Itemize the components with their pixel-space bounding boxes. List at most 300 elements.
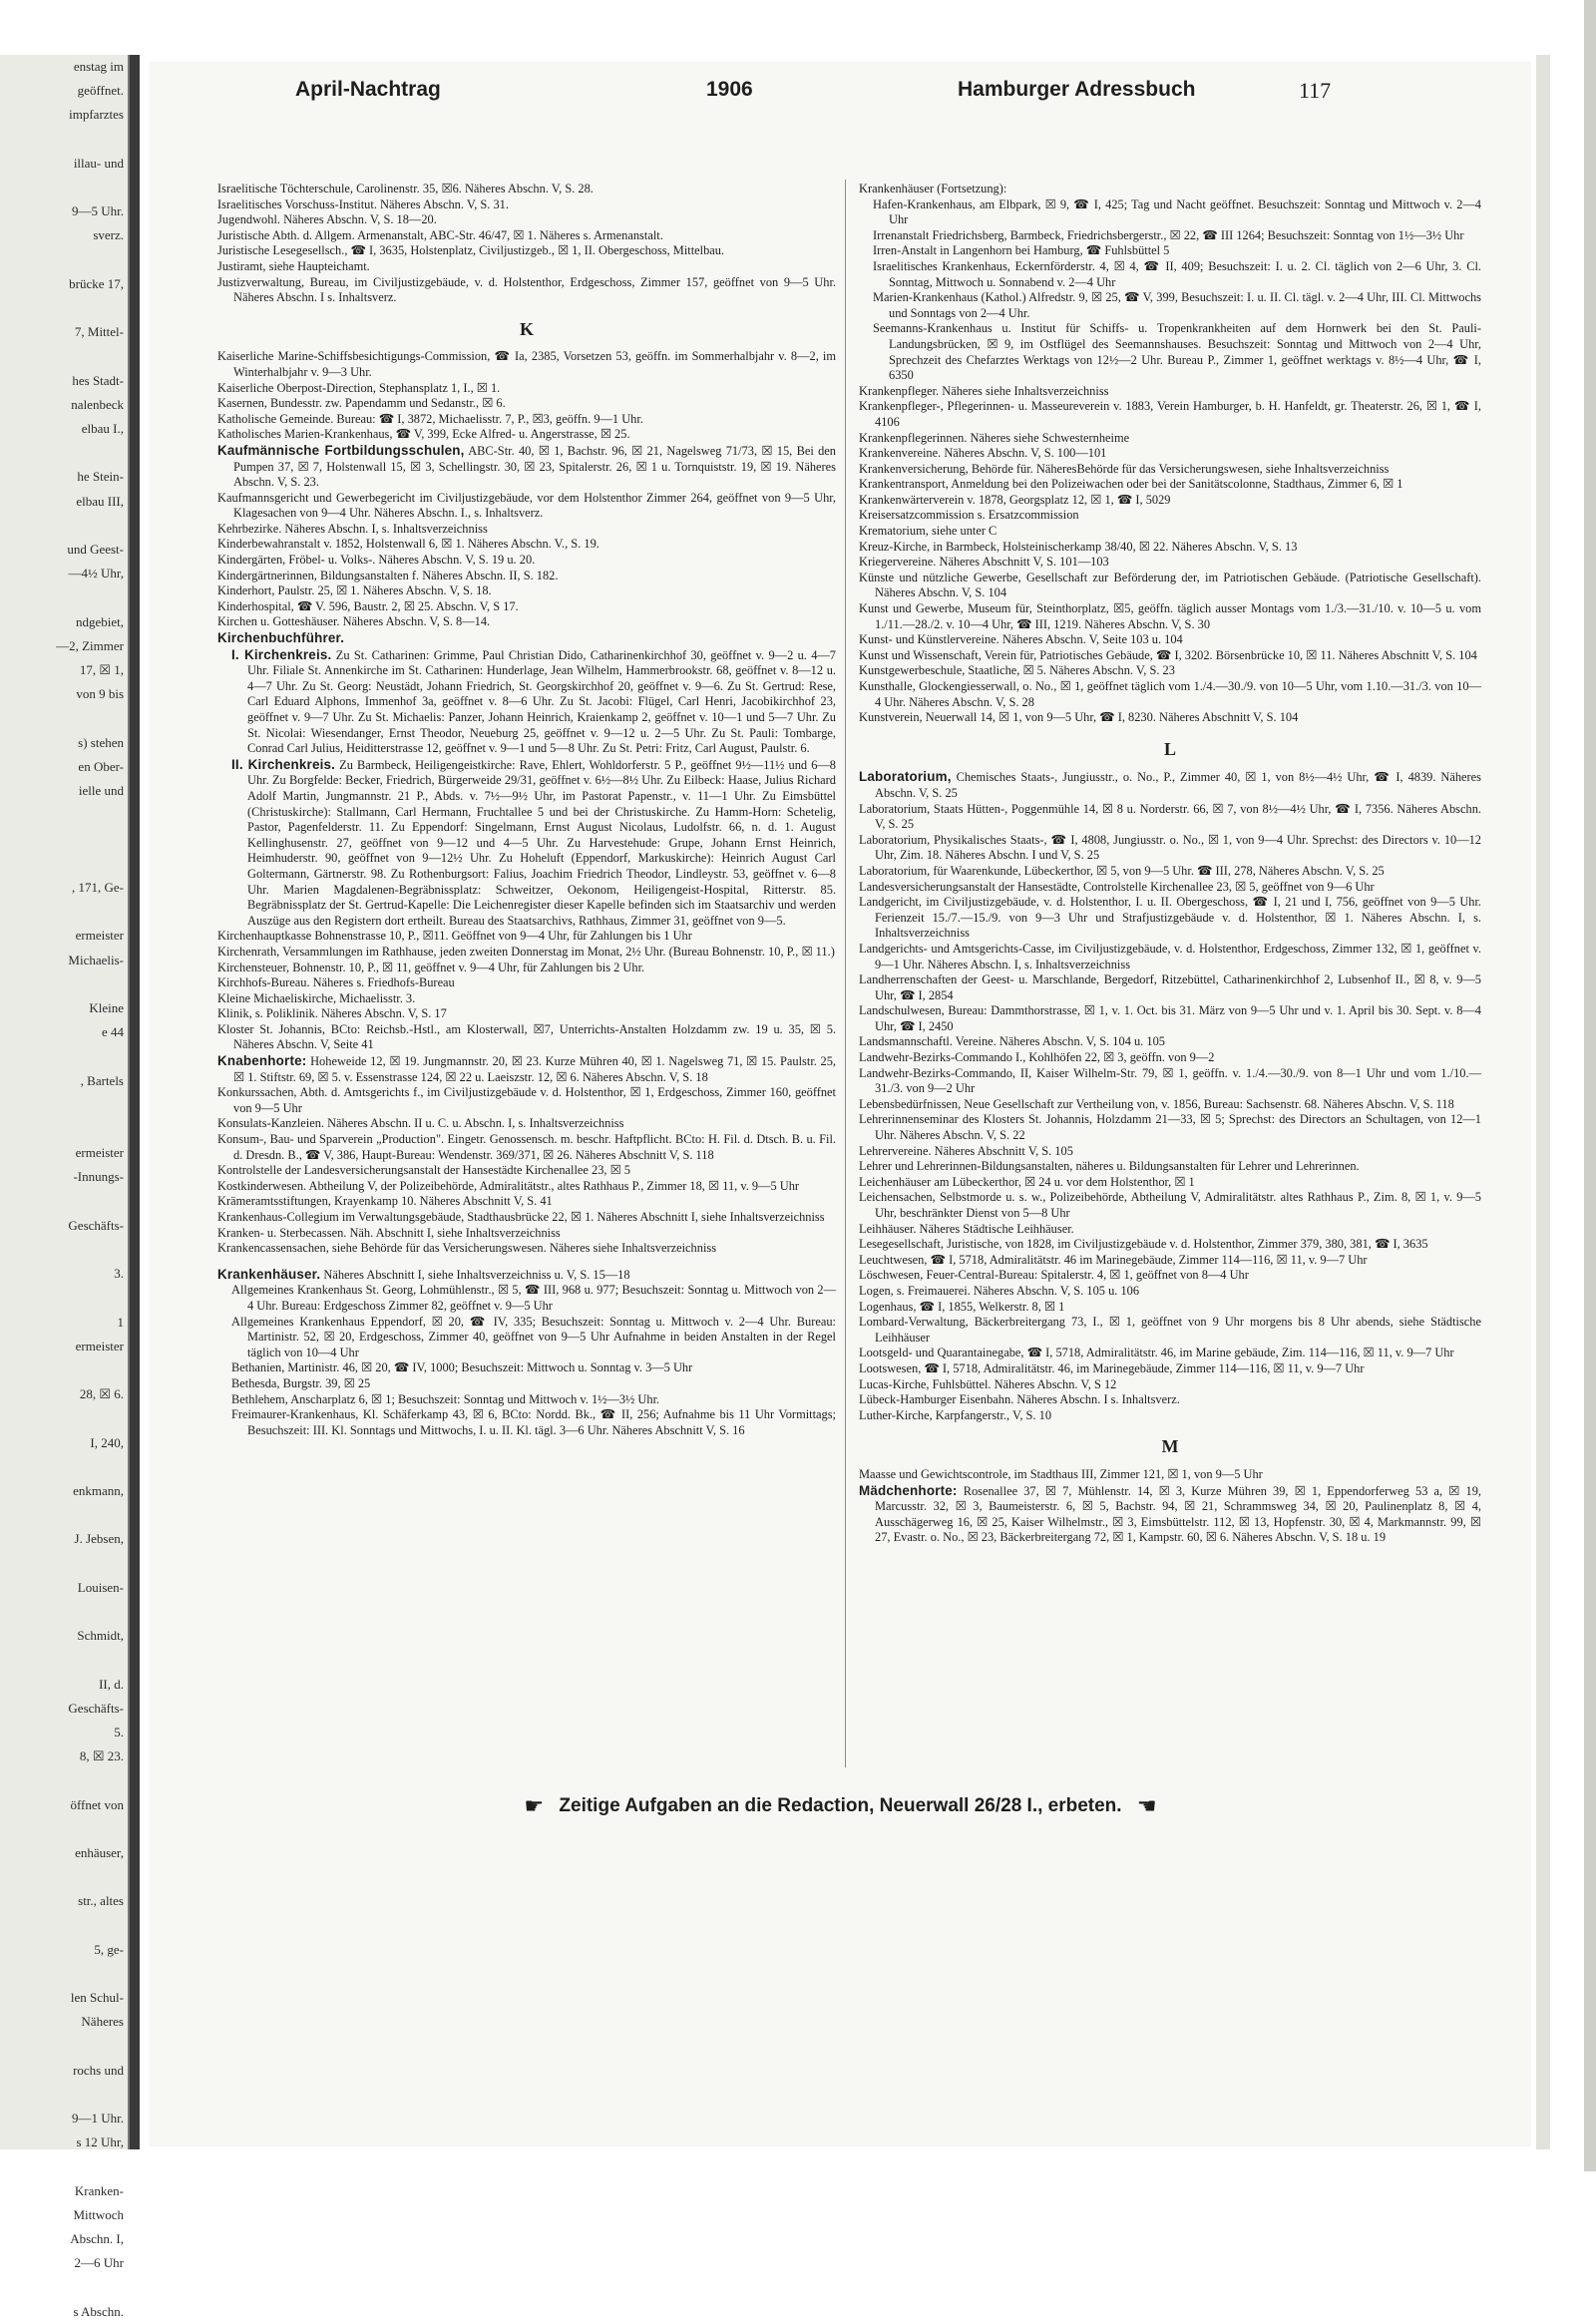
book-gutter <box>130 55 140 2149</box>
directory-entry <box>859 1483 1481 1546</box>
entry-text: Jugendwohl. Näheres Abschn. V, S. 18—20. <box>217 212 437 227</box>
entry-text: Kirchensteuer, Bohnenstr. 10, P., ☒ 11, geöffnet v. 9—4 Uhr, für Zahlungen bis 2 Uhr. <box>217 960 645 974</box>
previous-page-fragment <box>0 128 128 152</box>
previous-page-fragment <box>0 248 128 272</box>
previous-page-fragment <box>0 514 128 538</box>
entry-text: Krankencassensachen, siehe Behörde für das Versicherungswesen. Näheres siehe Inhaltsverzeichniss <box>217 1241 717 1256</box>
directory-entry <box>859 864 1481 880</box>
directory-entry <box>859 1066 1481 1097</box>
entry-text: Leichensachen, Selbstmorde u. s. w., Polizeibehörde, Abtheilung V, Admiralitätstr. altes Rathhaus P., Zim. 8, ☒ 1, v. 9—5 Uhr, beschränkter Dienst von 5—8 Uhr <box>859 1190 1481 1220</box>
entry-text: Krankenvereine. Näheres Abschn. V, S. 100—101 <box>859 446 1107 461</box>
entry-text: Freimaurer-Krankenhaus, Kl. Schäferkamp 43, ☒ 6, BCto: Nordd. Bk., ☎ II, 256; Aufnahme bis 11 Uhr Vormittags; Besuchszeit: III. Kl. Sonntags und Mittwochs, I. u. II. Kl. tägl. 3—6 Uhr. Näheres Abschnitt V, S. 16 <box>231 1407 836 1437</box>
directory-entry <box>859 1034 1481 1050</box>
scan-right-edge <box>1584 0 1596 2171</box>
entry-spacer <box>217 1257 836 1267</box>
directory-entry <box>859 384 1481 400</box>
directory-entry <box>217 1241 836 1257</box>
directory-entry <box>217 1210 836 1226</box>
directory-entry <box>859 493 1481 509</box>
entry-text: Justizverwaltung, Bureau, im Civiljustizgebäude, v. d. Holstenthor, Erdgeschoss, Zimmer 157, geöffnet von 9—5 Uhr. Näheres Abschn. I s. Inhaltsverz. <box>217 274 836 305</box>
previous-page-fragment <box>0 344 128 368</box>
entry-text: Bethesda, Burgstr. 39, ☒ 25 <box>231 1375 371 1390</box>
directory-entry <box>217 929 836 945</box>
previous-page-fragment: len Schul- <box>70 1990 124 2006</box>
entry-text: Krämeramtsstiftungen, Krayenkamp 10. Näheres Abschnitt V, S. 41 <box>217 1194 553 1209</box>
previous-page-fragment <box>0 900 128 924</box>
previous-page-fragment: rochs und <box>73 2062 124 2078</box>
entry-text: Kaiserliche Oberpost-Direction, Stephansplatz 1, I., ☒ 1. <box>217 380 501 395</box>
entry-text: Zu St. Catharinen: Grimme, Paul Christian Dido, Catharinenkirchhof 30, geöffnet v. 9—2 u. 4—7 Uhr. Filiale St. Annenkirche im St. Catharinen: Hunderlage, Jean Wilhelm, Hammerbrookstr. 68, geöffnet v. 8—12 u. 4—7 Uhr. Zu St. Georg: Neustädt, Johann Friedrich, St. Georgskirchhof 20, geöffnet v. 9—6. Zu St. Gertrud: Rese, Carl Eduard Alphons, Immenhof 3a, geöffnet v. 8—6 Uhr. Zu St. Jacobi: Flügel, Carl Henri, Jacobikirchhof 23, geöffnet v. 9—7 Uhr. Zu St. Michaelis: Panzer, Johann Heinrich, Kraienkamp 2, geöffnet v. 10—1 und 5—7 Uhr. Zu St. Nicolai: Wiesendanger, Ernst Theodor, Neueburg 25, geöffnet v. 9—12 u. 2—5 Uhr. Zu St. Pauli: Tombarge, Conrad Carl Julius, Heiditterstrasse 12, geöffnet v. 9—1 und 5—8 Uhr. Zu St. Petri: Fritz, Carl August, Paulstr. 6. <box>247 647 836 756</box>
previous-page-fragment: und Geest- <box>67 542 124 558</box>
previous-page-fragment: 28, ☒ 6. <box>79 1386 124 1402</box>
directory-entry <box>217 599 836 615</box>
previous-page-fragment: en Ober- <box>78 758 124 774</box>
directory-entry <box>217 349 836 380</box>
directory-entry <box>217 427 836 443</box>
previous-page-fragment <box>0 176 128 199</box>
directory-entry <box>859 1050 1481 1066</box>
previous-page-fragment: elbau III, <box>76 493 124 509</box>
entry-text: Seemanns-Krankenhaus u. Institut für Schiffs- u. Tropenkrankheiten auf dem Hornwerk bei den St. Pauli-Landungsbrücken, ☒ 9, im Ostflügel des Seemannshauses. Besuchszeit: Sonntag und Mittwoch von 2—4 Uhr, Sprechzeit des Chefarztes Werktags von 12½—2 Uhr. Bureau P., Zimmer 1, geöffnet werktags v. 8½—4 Uhr, ☎ I, 6350 <box>873 321 1481 383</box>
directory-entry <box>859 802 1481 833</box>
entry-text: Lootswesen, ☎ I, 5718, Admiralitätstr. 46, im Marinegebäude, Zimmer 114—116, ☒ 11, v. 9—7 Uhr <box>859 1360 1365 1375</box>
directory-entry <box>859 1222 1481 1238</box>
entry-text: Kirchhofs-Bureau. Näheres s. Friedhofs-Bureau <box>217 975 455 990</box>
entry-heading: Kirchenbuchführer. <box>217 630 345 646</box>
directory-entry <box>859 555 1481 571</box>
entry-text: Juristische Abth. d. Allgem. Armenanstalt, ABC-Str. 46/47, ☒ 1. Näheres s. Armenanstalt. <box>217 227 663 242</box>
entry-text: Kunst und Wissenschaft, Verein für, Patriotisches Gebäude, ☎ I, 3202. Börsenbrücke 10, ☒ 11. Näheres Abschnitt V, S. 104 <box>859 647 1477 662</box>
directory-entry <box>217 1226 836 1242</box>
directory-entry <box>217 1315 836 1361</box>
directory-entry <box>859 477 1481 493</box>
previous-page-fragment: impfarztes <box>69 107 124 123</box>
directory-entry <box>859 1467 1481 1483</box>
entry-text: Kontrolstelle der Landesversicherungsanstalt der Hansestädte Kirchenallee 23, ☒ 5 <box>217 1163 631 1178</box>
directory-entry <box>859 1253 1481 1269</box>
footer-notice <box>150 1793 1531 1823</box>
entry-text: Konsulats-Kanzleien. Näheres Abschn. II u. C. u. Abschn. I, s. Inhaltsverzeichniss <box>217 1116 624 1131</box>
directory-entry <box>859 1392 1481 1408</box>
directory-entry <box>217 945 836 961</box>
previous-page-fragment: öffnet von <box>70 1796 124 1812</box>
directory-entry <box>217 569 836 584</box>
entry-text: Löschwesen, Feuer-Central-Bureau: Spitalerstr. 4, ☒ 1, geöffnet von 8—4 Uhr <box>859 1268 1249 1283</box>
column-divider <box>845 180 846 1767</box>
previous-page-fragment: Geschäfts- <box>68 1217 124 1233</box>
entry-text: Justiramt, siehe Haupteichamt. <box>217 258 370 273</box>
previous-page-fragment: —4½ Uhr, <box>68 566 124 581</box>
directory-entry <box>217 1006 836 1022</box>
directory-entry <box>859 663 1481 679</box>
previous-page-fragment <box>0 1648 128 1672</box>
entry-text: Klinik, s. Poliklinik. Näheres Abschn. V, S. 17 <box>217 1006 447 1021</box>
directory-entry <box>217 1267 836 1284</box>
directory-entry <box>217 197 836 213</box>
previous-page-fragment: 5. <box>114 1725 124 1741</box>
previous-page-fragment: von 9 bis <box>76 686 124 702</box>
entry-text: Laboratorium, Staats Hütten-, Poggenmühle 14, ☒ 8 u. Norderstr. 66, ☒ 7, von 8½—4½ Uhr, ☎ I, 7356. Näheres Abschn. V, S. 25 <box>859 801 1481 832</box>
entry-text: Landesversicherungsanstalt der Hansestädte, Controlstelle Kirchenallee 23, ☒ 5, geöffnet von 9—6 Uhr <box>859 879 1375 894</box>
entry-text: Israelitisches Vorschuss-Institut. Näheres Abschn. V, S. 31. <box>217 196 509 211</box>
previous-page-fragment: , 171, Ge- <box>72 879 124 895</box>
previous-page-fragment: ndgebiet, <box>75 613 124 629</box>
directory-entry <box>859 769 1481 801</box>
directory-entry <box>859 571 1481 601</box>
previous-page-fragment: 8, ☒ 23. <box>79 1748 124 1764</box>
entry-text: Kinderbewahranstalt v. 1852, Holstenwall 6, ☒ 1. Näheres Abschn. V., S. 19. <box>217 537 599 552</box>
entry-text: Kriegervereine. Näheres Abschnitt V, S. 101—103 <box>859 555 1109 570</box>
directory-entry <box>217 1392 836 1408</box>
entry-text: Kloster St. Johannis, BCto: Reichsb.-Hstl., am Klosterwall, ☒7, Unterrichts-Anstalten Holzdamm zw. 19 u. 35, ☒ 5. Näheres Abschn. V, Seite 41 <box>217 1021 836 1052</box>
directory-entry <box>859 462 1481 478</box>
previous-page-fragment: enhäuser, <box>75 1845 124 1861</box>
entry-text: Luther-Kirche, Karpfangerstr., V, S. 10 <box>859 1407 1052 1422</box>
directory-entry <box>859 601 1481 632</box>
entry-text: Logen, s. Freimauerei. Näheres Abschn. V, S. 105 u. 106 <box>859 1283 1140 1298</box>
entry-text: Kirchenrath, Versammlungen im Rathhause, jeden zweiten Donnerstag im Monat, 2½ Uhr. (Bureau Bohnenstr. 10, P., ☒ 11.) <box>217 944 835 959</box>
directory-entry <box>217 1179 836 1195</box>
entry-text: Logenhaus, ☎ I, 1855, Welkerstr. 8, ☒ 1 <box>859 1299 1065 1314</box>
directory-entry <box>859 1159 1481 1175</box>
previous-page-fragment <box>0 441 128 465</box>
directory-entry <box>859 1190 1481 1221</box>
directory-entry <box>217 961 836 976</box>
entry-text: Bethanien, Martinistr. 46, ☒ 20, ☎ IV, 1000; Besuchszeit: Mittwoch u. Sonntag v. 3—5 Uhr <box>231 1360 693 1375</box>
previous-page-fragment: e 44 <box>101 1024 124 1040</box>
entry-text: Krankenhäuser (Fortsetzung): <box>859 182 1007 195</box>
directory-entry <box>217 275 836 306</box>
entry-text: Marien-Krankenhaus (Kathol.) Alfredstr. 9, ☒ 25, ☎ V, 399, Besuchszeit: I. u. II. Cl. tägl. v. 2—4 Uhr, III. Cl. Mittwochs und Sonntags von 2—4 Uhr. <box>873 290 1481 320</box>
previous-page-fragment: ielle und <box>78 783 124 799</box>
entry-text: Bethlehem, Anscharplatz 6, ☒ 1; Besuchszeit: Sonntag und Mittwoch v. 1½—3½ Uhr. <box>231 1391 660 1406</box>
entry-text: ABC-Str. 40, ☒ 1, Bachstr. 96, ☒ 21, Nagelsweg 71/73, ☒ 15, Bei den Pumpen 37, ☒ 7, Holstenwall 15, ☒ 3, Schellingstr. 30, ☒ 23, Spitalerstr. 26, ☒ 1 u. Tornquiststr. 19, ☒ 19. Näheres Abschn. V, S. 23. <box>233 443 836 490</box>
previous-page-fragment <box>0 1914 128 1938</box>
directory-entry <box>859 1268 1481 1284</box>
directory-entry <box>217 757 836 930</box>
previous-page-fragment <box>0 2155 128 2179</box>
previous-page-fragment: geöffnet. <box>77 83 124 99</box>
directory-entry <box>859 259 1481 290</box>
directory-entry <box>217 212 836 228</box>
entry-text: Leichenhäuser am Lübeckerthor, ☒ 24 u. vor dem Holstenthor, ☒ 1 <box>859 1174 1195 1189</box>
entry-text: Krankenpflegerinnen. Näheres siehe Schwesternheime <box>859 430 1130 445</box>
previous-page-fragment <box>0 1358 128 1382</box>
directory-entry <box>217 396 836 412</box>
previous-page-fragment: Näheres <box>81 2014 124 2030</box>
entry-text: Kreisersatzcommission s. Ersatzcommission <box>859 508 1079 523</box>
directory-entry <box>217 412 836 428</box>
directory-entry <box>217 491 836 522</box>
entry-text: Allgemeines Krankenhaus St. Georg, Lohmühlenstr., ☒ 5, ☎ III, 968 u. 977; Besuchszeit: Sonntag u. Mittwoch von 2—4 Uhr. Bureau: Erdgeschoss Zimmer 82, geöffnet v. 9—5 Uhr <box>231 1283 836 1313</box>
directory-entry <box>217 381 836 397</box>
directory-entry <box>859 972 1481 1003</box>
entry-text: Kranken- u. Sterbecassen. Näh. Abschnitt I, siehe Inhaltsverzeichniss <box>217 1225 561 1240</box>
entry-text: Kunsthalle, Glockengiesserwall, o. No., ☒ 1, geöffnet täglich vom 1./4.—30./9. von 10—5 Uhr, vom 1.10.—31./3. von 10—4 Uhr. Näheres Abschn. V, S. 28 <box>859 679 1481 709</box>
entry-text: Israelitisches Krankenhaus, Eckernförderstr. 4, ☒ 4, ☎ II, 409; Besuchszeit: I. u. 2. Cl. täglich von 2—6 Uhr, 3. Cl. Sonntag, Mittwoch u. Sonnabend v. 2—4 Uhr <box>873 258 1481 289</box>
directory-entry <box>859 1097 1481 1113</box>
entry-text: Kaufmannsgericht und Gewerbegericht im Civiljustizgebäude, vor dem Holstenthor Zimmer 264, geöffnet von 9—5 Uhr, Klagesachen von 9—4 Uhr. Näheres Abschn. I., s. Inhaltsverz. <box>217 490 836 521</box>
directory-entry <box>859 1237 1481 1253</box>
directory-entry <box>859 1361 1481 1377</box>
directory-entry <box>859 182 1481 197</box>
entry-text: Lucas-Kirche, Fuhlsbüttel. Näheres Abschn. V, S 12 <box>859 1376 1117 1391</box>
previous-page-fragment <box>0 1093 128 1117</box>
previous-page-fragment: J. Jebsen, <box>74 1531 124 1547</box>
entry-text: Lootsgeld- und Quarantainegabe, ☎ I, 5718, Admiralitätstr. 46, im Marine gebäude, Zim. 114—116, ☒ 11, v. 9—7 Uhr <box>859 1346 1454 1360</box>
pointing-hand-left-icon: ☚ <box>1136 1793 1157 1818</box>
entry-text: Maasse und Gewichtscontrole, im Stadthaus III, Zimmer 121, ☒ 1, von 9—5 Uhr <box>859 1466 1263 1481</box>
entry-text: Kinderhospital, ☎ V. 596, Baustr. 2, ☒ 25. Abschn. V, S 17. <box>217 598 519 613</box>
directory-entry <box>859 243 1481 259</box>
directory-entry <box>859 833 1481 864</box>
entry-text: Laboratorium, Physikalisches Staats-, ☎ I, 4808, Jungiusstr. o. No., ☒ 1, von 9—4 Uhr. Sprechst: des Directors v. 10—12 Uhr, Zim. 18. Näheres Abschn. I und V, S. 25 <box>859 832 1481 863</box>
entry-text: Krankenpfleger-, Pflegerinnen- u. Masseureverein v. 1883, Verein Hamburger, b. H. Hanfeldt, gr. Theaterstr. 26, ☒ 1, ☎ I, 4106 <box>859 399 1481 429</box>
entry-text: Kirchen u. Gotteshäuser. Näheres Abschn. V, S. 8—14. <box>217 614 491 629</box>
previous-page-fragment <box>0 1817 128 1841</box>
previous-page-fragment: Mittwoch <box>73 2207 124 2223</box>
previous-page-fragment <box>0 828 128 852</box>
directory-entry <box>859 508 1481 524</box>
previous-page-fragment: ermeister <box>75 1338 124 1354</box>
directory-entry <box>859 895 1481 942</box>
previous-page-fragment: 1 <box>117 1314 124 1330</box>
entry-heading: Krankenhäuser. <box>217 1266 321 1282</box>
entry-text: Kunstgewerbeschule, Staatliche, ☒ 5. Näheres Abschn. V, S. 23 <box>859 663 1175 678</box>
previous-page-fragment <box>0 803 128 827</box>
directory-entry <box>217 1163 836 1179</box>
entry-text: Irrenanstalt Friedrichsberg, Barmbeck, Friedrichsbergerstr., ☒ 22, ☎ III 1264; Besuchszeit: Sonntag von 1½—3½ Uhr <box>873 227 1464 242</box>
entry-text: Lehrervereine. Näheres Abschnitt V, S. 105 <box>859 1143 1073 1158</box>
entry-text: Krankenpfleger. Näheres siehe Inhaltsverzeichniss <box>859 383 1109 398</box>
entry-text: Krankenversicherung, Behörde für. NäheresBehörde für das Versicherungswesen, siehe Inhaltsverzeichniss <box>859 461 1390 476</box>
directory-entry <box>217 1022 836 1053</box>
entry-text: Hoheweide 12, ☒ 19. Jungmannstr. 20, ☒ 23. Kurze Mühren 40, ☒ 1. Nagelsweg 71, ☒ 15. Paulstr. 25, ☒ 1. Stiftstr. 69, ☒ 5. v. Essenstrasse 124, ☒ 22 u. Laeiszstr. 12, ☒ 6. Näheres Abschn. V, S. 18 <box>233 1054 836 1084</box>
previous-page-fragment: 9—5 Uhr. <box>72 203 124 219</box>
pointing-hand-right-icon: ☛ <box>524 1793 545 1818</box>
previous-page-fragment: II, d. <box>99 1676 124 1692</box>
directory-entry <box>217 1053 836 1085</box>
previous-page-fragment: I, 240, <box>90 1434 124 1450</box>
entry-text: Leuchtwesen, ☎ I, 5718, Admiralitätstr. 46 im Marinegebäude, Zimmer 114—116, ☒ 11, v. 9—7 Uhr <box>859 1252 1368 1267</box>
right-column <box>859 182 1481 1772</box>
directory-entry <box>859 321 1481 383</box>
previous-page-fragment: 7, Mittel- <box>74 324 124 340</box>
directory-entry <box>859 228 1481 244</box>
previous-page-edge <box>0 55 130 2319</box>
directory-entry <box>859 1144 1481 1160</box>
entry-text: Krematorium, siehe unter C <box>859 524 998 539</box>
entry-text: Kindergärtnerinnen, Bildungsanstalten f. Näheres Abschn. II, S. 182. <box>217 568 559 582</box>
previous-page-fragment: Geschäfts- <box>68 1700 124 1716</box>
directory-entry <box>217 1085 836 1116</box>
entry-text: Juristische Lesegesellsch., ☎ I, 3635, Holstenplatz, Civiljustizgeb., ☒ 1, II. Obergeschoss, Mittelbau. <box>217 243 725 258</box>
entry-heading: Knabenhorte: <box>217 1053 307 1069</box>
entry-text: Kindergärten, Fröbel- u. Volks-. Näheres Abschn. V, S. 19 u. 20. <box>217 553 536 568</box>
directory-entry <box>217 614 836 630</box>
directory-entry <box>217 991 836 1007</box>
directory-entry <box>217 1194 836 1210</box>
previous-page-fragment: illau- und <box>73 155 124 171</box>
directory-entry <box>859 1003 1481 1034</box>
directory-entry <box>859 632 1481 648</box>
entry-text: Lehrer und Lehrerinnen-Bildungsanstalten, näheres u. Bildungsanstalten für Lehrer und Lehrerinnen. <box>859 1159 1360 1174</box>
entry-text: Lebensbedürfnissen, Neue Gesellschaft zur Vertheilung von, v. 1856, Bureau: Sachsenstr. 68. Näheres Abschn. V, S. 118 <box>859 1096 1454 1111</box>
entry-text: Krankentransport, Anmeldung bei den Polizeiwachen oder bei der Sanitätscolonne, Stadthaus, Zimmer 6, ☒ 1 <box>859 477 1403 492</box>
directory-entry <box>217 228 836 244</box>
previous-page-fragment: nalenbeck <box>71 396 124 412</box>
entry-text: Landherrenschaften der Geest- u. Marschlande, Bergedorf, Ritzebüttel, Catharinenkirchhof 2, Lubsenhof II., ☒ 8, v. 9—5 Uhr, ☎ I, 2854 <box>859 972 1481 1002</box>
previous-page-fragment: —2, Zimmer <box>56 637 124 653</box>
previous-page-fragment <box>0 2083 128 2107</box>
entry-text: Katholische Gemeinde. Bureau: ☎ I, 3872, Michaelisstr. 7, P., ☒3, geöffn. 9—1 Uhr. <box>217 411 643 426</box>
previous-page-fragment: Kranken- <box>74 2182 124 2198</box>
directory-entry <box>859 197 1481 228</box>
previous-page-fragment: Michaelis- <box>68 952 124 968</box>
directory-entry <box>859 1112 1481 1143</box>
previous-page-fragment <box>0 972 128 996</box>
directory-entry <box>859 942 1481 972</box>
entry-heading: II. Kirchenkreis. <box>231 756 336 772</box>
directory-entry <box>217 522 836 538</box>
previous-page-fragment <box>0 1190 128 1214</box>
previous-page-fragment <box>0 1044 128 1068</box>
section-letter: L <box>1163 738 1176 759</box>
previous-page-fragment: s Abschn. <box>73 2303 124 2319</box>
entry-text: Chemisches Staats-, Jungiusstr., o. No., P., Zimmer 40, ☒ 1, von 8½—4½ Uhr, ☎ I, 4839. Näheres Abschn. V, S. 25 <box>875 770 1481 800</box>
directory-entry <box>217 1407 836 1438</box>
previous-page-fragment: brücke 17, <box>69 275 124 291</box>
entry-text: Lübeck-Hamburger Eisenbahn. Näheres Abschn. I s. Inhaltsverz. <box>859 1392 1180 1407</box>
entry-heading: Kaufmännische Fortbildungsschulen, <box>217 442 465 458</box>
previous-page-fragment <box>0 1406 128 1430</box>
entry-text: Kirchenhauptkasse Bohnenstrasse 10, P., ☒11. Geöffnet von 9—4 Uhr, für Zahlungen bis 1 Uhr <box>217 929 692 944</box>
directory-entry <box>859 1175 1481 1191</box>
entry-text: Krankenhaus-Collegium im Verwaltungsgebäude, Stadthausbrücke 22, ☒ 1. Näheres Abschnitt I, siehe Inhaltsverzeichniss <box>217 1210 825 1224</box>
entry-text: Landsmannschaftl. Vereine. Näheres Abschn. V, S. 104 u. 105 <box>859 1034 1165 1049</box>
directory-entry <box>859 1300 1481 1316</box>
directory-entry <box>859 399 1481 430</box>
previous-page-fragment: Kleine <box>89 999 124 1015</box>
previous-page-fragment <box>0 1503 128 1527</box>
previous-page-fragment: Abschn. I, <box>70 2231 124 2247</box>
directory-entry <box>859 1377 1481 1393</box>
directory-entry <box>217 537 836 553</box>
previous-page-fragment: hes Stadt- <box>72 372 124 388</box>
previous-page-fragment: 5, ge- <box>94 1941 124 1957</box>
entry-text: Kunst und Gewerbe, Museum für, Steinthorplatz, ☒5, geöffn. täglich ausser Montags vom 1./3.—31./10. v. 10—5 u. vom 1./11.—28./2. v. 10—4 Uhr, ☎ III, 1219. Näheres Abschn. V, S. 30 <box>859 601 1481 631</box>
previous-page-fragment <box>0 1286 128 1310</box>
previous-page-fragment: Schmidt, <box>77 1628 124 1644</box>
left-column <box>217 182 836 1772</box>
directory-entry <box>217 975 836 991</box>
previous-page-fragment: -Innungs- <box>73 1169 124 1185</box>
directory-entry <box>217 1283 836 1314</box>
previous-page-fragment <box>0 852 128 876</box>
previous-page-fragment <box>0 1552 128 1576</box>
entry-text: Leihhäuser. Näheres Städtische Leihhäuser. <box>859 1221 1074 1236</box>
previous-page-fragment: 3. <box>114 1266 124 1282</box>
previous-page-fragment: elbau I., <box>81 421 124 437</box>
directory-entry <box>859 540 1481 556</box>
directory-entry <box>217 553 836 569</box>
entry-text: Kehrbezirke. Näheres Abschn. I, s. Inhaltsverzeichniss <box>217 521 488 536</box>
entry-text: Konsum-, Bau- und Sparverein „Production". Eingetr. Genossensch. m. beschr. Haftpflicht. BCto: H. Fil. d. Dtsch. B. u. Fil. d. Dresdn. B., ☎ V, 386, Haupt-Bureau: Wendenstr. 369/371, ☒ 26. Näheres Abschnitt V, S. 118 <box>217 1132 836 1162</box>
previous-page-fragment <box>0 1865 128 1889</box>
entry-text: Rosenallee 37, ☒ 7, Mühlenstr. 14, ☒ 3, Kurze Mühren 39, ☒ 1, Eppendorferweg 53 a, ☒ 19, Marcusstr. 32, ☒ 3, Baumeisterstr. 6, ☒ 5, Bachstr. 94, ☒ 21, Schrammsweg 34, ☒ 20, Paulinenplatz 8, ☒ 4, Ausschägerweg 16, ☒ 25, Kaiser Wilhelmstr., ☒ 3, Eimsbüttelstr. 112, ☒ 13, Hopfenstr. 30, ☒ 4, Markmannstr. 99, ☒ 27, Evastr. o. No., ☒ 23, Bäckerbreitergang 72, ☒ 1, Kampstr. 60, ☒ 6. Näheres Abschn. V, S. 18 u. 19 <box>875 1483 1481 1545</box>
previous-page-fragment: sverz. <box>93 227 124 243</box>
directory-entry <box>859 1408 1481 1424</box>
entry-text: Katholisches Marien-Krankenhaus, ☎ V, 399, Ecke Alfred- u. Angerstrasse, ☒ 25. <box>217 427 630 442</box>
entry-text: Kreuz-Kirche, in Barmbeck, Holsteinischerkamp 38/40, ☒ 22. Näheres Abschn. V, S. 13 <box>859 539 1298 554</box>
entry-text: Zu Barmbeck, Heiligengeistkirche: Rave, Ehlert, Wohldorferstr. 5 P., geöffnet 9½—11½ und 6—8 Uhr. Zu Borgfelde: Becker, Friedrich, Bürgerweide 29/31, geöffnet v. 6½—8½ Uhr. Zu Eilbeck: Haase, Julius Richard Adolf Martin, Jungmannstr. 21 P., Abds. v. 7½—9½ Uhr, im Pastorat Papenstr., v. 11—1 Uhr. Zu Eimsbüttel (Christuskirche): Stallmann, Carl Hermann, Fruchtallee 5 und bei der Christuskirche. Zu Hamm-Horn: Schetelig, Pastor, Pagenfelderstr. 11. Zu Eppendorf: Singelmann, Ernst August Nicolaus, Ludolfstr. 66, n. d. 1. August Kellinghusenstr. 27, geöffnet von 9—12 und 4—5 Uhr. Zu Harvestehude: Grupe, Johann Ernst Heinrich, Heimhuderstr. 90, geöffnet von 9—12½ Uhr. Zu Hoheluft (Eppendorf, Markuskirche): Heinrich August Carl Goltermann, Gärtnerstr. 98. Zu Rothenburgsort: Falius, Joachim Friedrich Theodor, Lindleystr. 53, geöffnet v. 6—8 Uhr. Marien Magdalenen-Begräbnissplatz: Schweitzer, Oekonom, Heiligengeist-Hospital, Ritterstr. 85. Begräbnissplatz der St. Gertrud-Kapelle: Die Leichenregister dieser Kapelle befinden sich im Staatsarchiv und werden Auszüge aus den Registern dort ertheilt. Bureau des Staatsarchivs, Rathhaus, Zimmer 31, geöffnet von 9—5. <box>247 757 836 928</box>
previous-page-fragment <box>0 585 128 609</box>
directory-entry <box>217 259 836 275</box>
previous-page-fragment: ermeister <box>75 1145 124 1161</box>
page-number: 117 <box>1299 78 1332 103</box>
entry-heading: I. Kirchenkreis. <box>231 646 332 662</box>
previous-page-fragment: enkmann, <box>73 1482 124 1498</box>
previous-page-fragment <box>0 1455 128 1479</box>
directory-entry <box>859 290 1481 321</box>
page-edge-shade <box>1536 55 1550 2149</box>
entry-text: Allgemeines Krankenhaus Eppendorf, ☒ 20, ☎ IV, 335; Besuchszeit: Sonntag u. Mittwoch v. 2—4 Uhr. Bureau: Martinistr. 52, ☒ 20, Erdgeschoss, Zimmer 40, geöffnet von 9—5 Uhr Aufnahme in beiden Anstalten in der Regel täglich von 10—4 Uhr <box>231 1314 836 1359</box>
directory-entry <box>859 648 1481 664</box>
directory-entry <box>217 1116 836 1132</box>
previous-page-fragment <box>0 1600 128 1624</box>
entry-text: Künste und nützliche Gewerbe, Gesellschaft zur Beförderung der, im Patriotischen Gebäude. (Patriotische Gesellschaft). Näheres Abschn. V, S. 104 <box>859 570 1481 600</box>
entry-text: Lesegesellschaft, Juristische, von 1828, im Civiljustizgebäude v. d. Holstenthor, Zimmer 379, 380, 381, ☎ I, 3635 <box>859 1237 1428 1252</box>
previous-page-fragment: s) stehen <box>78 734 124 750</box>
entry-heading: Laboratorium, <box>859 769 952 785</box>
entry-text: Näheres Abschnitt I, siehe Inhaltsverzeichniss u. V, S. 15—18 <box>320 1267 630 1282</box>
directory-entry <box>859 1346 1481 1361</box>
previous-page-fragment: he Stein- <box>77 469 124 485</box>
directory-entry <box>217 1132 836 1163</box>
directory-entry <box>859 524 1481 540</box>
previous-page-fragment <box>0 706 128 730</box>
entry-text: Irren-Anstalt in Langenhorn bei Hamburg, ☎ Fuhlsbüttel 5 <box>873 243 1170 258</box>
previous-page-fragment <box>0 2035 128 2059</box>
directory-entry <box>859 431 1481 447</box>
previous-page-fragment <box>0 296 128 320</box>
entry-text: Landwehr-Bezirks-Commando, II, Kaiser Wilhelm-Str. 79, ☒ 1, geöffn. v. 1./4.—30./9. von 8—1 Uhr und vom 1./10.—31./3. von 9—2 Uhr <box>859 1065 1481 1096</box>
directory-entry <box>859 710 1481 726</box>
previous-page-fragment: 2—6 Uhr <box>74 2255 124 2271</box>
previous-page-fragment: ermeister <box>75 928 124 944</box>
page-header <box>40 70 1337 104</box>
entry-text: Laboratorium, für Waarenkunde, Lübeckerthor, ☒ 5, von 9—5 Uhr. ☎ III, 278, Näheres Abschn. V, S. 25 <box>859 863 1385 878</box>
directory-entry <box>217 630 836 647</box>
entry-text: Kunst- und Künstlervereine. Näheres Abschn. V, Seite 103 u. 104 <box>859 632 1183 647</box>
directory-entry <box>217 182 836 197</box>
entry-heading: Mädchenhorte: <box>859 1482 958 1498</box>
entry-text: Kaiserliche Marine-Schiffsbesichtigungs-Commission, ☎ Ia, 2385, Vorsetzen 53, geöffn. im Sommerhalbjahr v. 8—2, im Winterhalbjahr v. 9—3 Uhr. <box>217 349 836 379</box>
previous-page-fragment: str., altes <box>78 1893 124 1909</box>
entry-text: Israelitische Töchterschule, Carolinenstr. 35, ☒6. Näheres Abschn. V, S. 28. <box>217 182 594 195</box>
entry-text: Landwehr-Bezirks-Commando I., Kohlhöfen 22, ☒ 3, geöffn. von 9—2 <box>859 1050 1215 1065</box>
entry-text: Konkurssachen, Abth. d. Amtsgerichts f., im Civiljustizgebäude v. d. Holstenthor, ☒ 1, Erdgeschoss, Zimmer 160, geöffnet von 9—5 Uhr <box>217 1085 836 1115</box>
previous-page-fragment <box>0 1768 128 1792</box>
previous-page-fragment <box>0 1238 128 1262</box>
entry-text: Landschulwesen, Bureau: Dammthorstrasse, ☒ 1, v. 1. Oct. bis 31. März von 9—5 Uhr und v. 1. April bis 30. Sept. v. 8—4 Uhr, ☎ I, 2450 <box>859 1003 1481 1033</box>
directory-entry <box>217 583 836 599</box>
entry-text: Lehrerinnenseminar des Klosters St. Johannis, Holzdamm 21—33, ☒ 5; Sprechst: des Directors an Schultagen, von 12—1 Uhr. Näheres Abschn. V, S. 22 <box>859 1112 1481 1143</box>
entry-text: Hafen-Krankenhaus, am Elbpark, ☒ 9, ☎ I, 425; Tag und Nacht geöffnet. Besuchszeit: Sonntag und Mittwoch v. 2—4 Uhr <box>873 196 1481 227</box>
directory-entry <box>859 446 1481 462</box>
previous-page-fragment <box>0 1117 128 1141</box>
directory-entry <box>217 1360 836 1376</box>
